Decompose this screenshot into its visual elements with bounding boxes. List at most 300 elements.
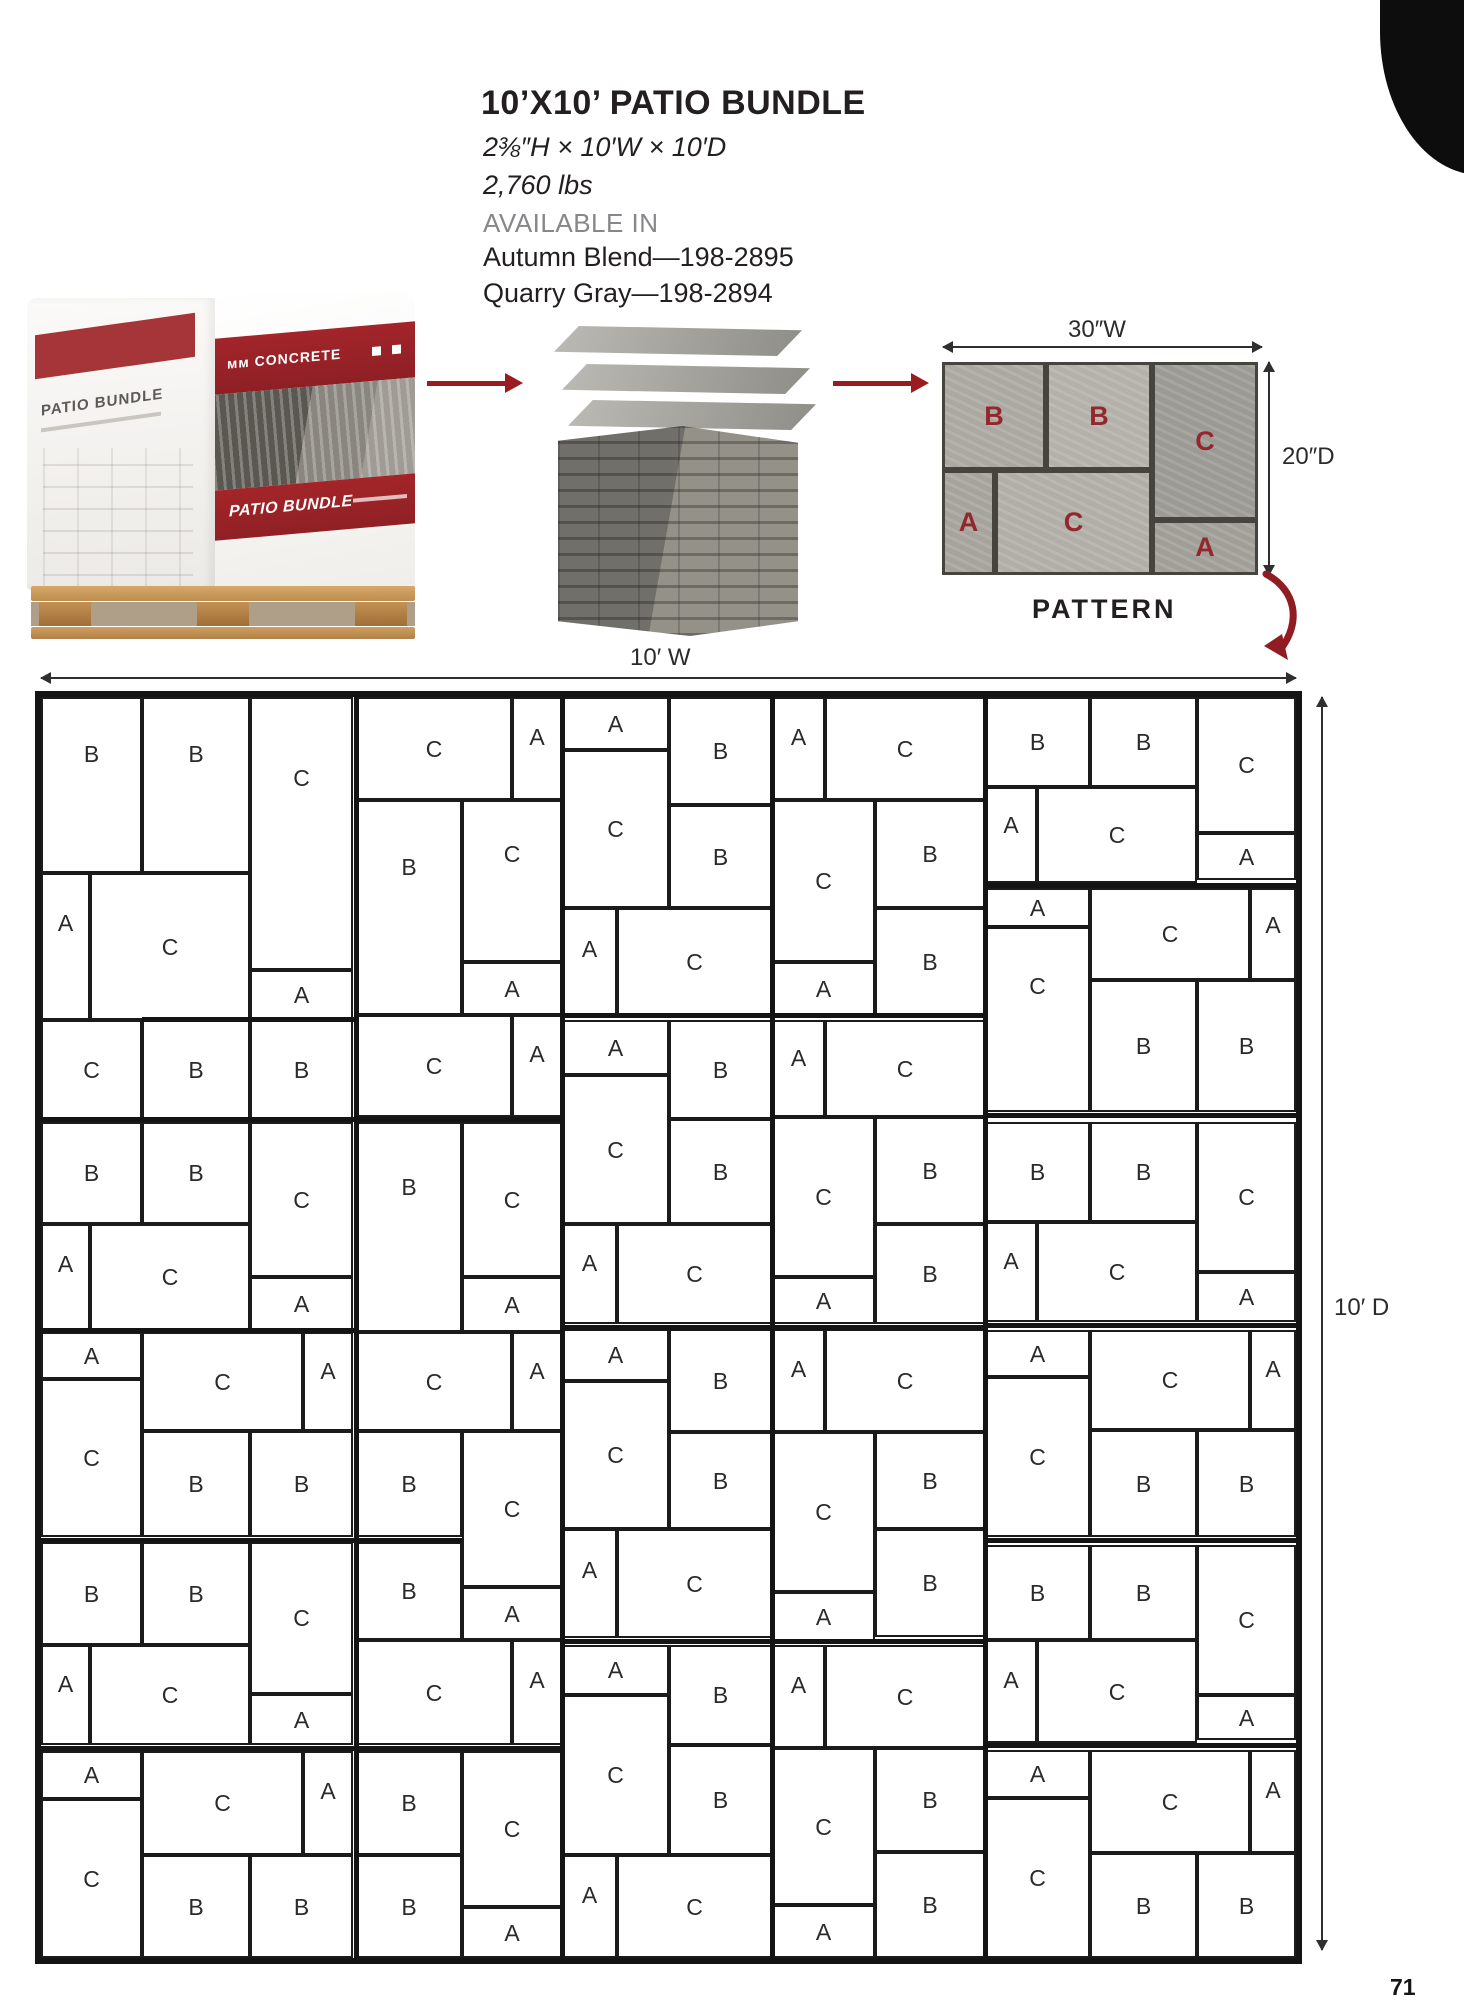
grid-cell bbox=[772, 1905, 875, 1958]
grid-cell-label: A bbox=[1029, 1341, 1046, 1367]
grid-cell bbox=[669, 1329, 772, 1432]
arrowhead-icon bbox=[40, 672, 51, 684]
grid-cell bbox=[669, 1119, 772, 1224]
grid-cell-label: C bbox=[293, 1187, 310, 1213]
grid-cell-label: C bbox=[1238, 1184, 1255, 1210]
grid-cell-label: B bbox=[712, 1468, 729, 1494]
grid-thick-divider bbox=[985, 1113, 1296, 1118]
grid-cell-label: C bbox=[425, 1369, 443, 1395]
grid-cell bbox=[772, 1748, 875, 1905]
grid-cell-label: C bbox=[815, 1184, 832, 1210]
grid-cell bbox=[562, 1695, 669, 1855]
grid-cell-label: C bbox=[425, 1680, 443, 1706]
grid-cell bbox=[462, 1431, 562, 1587]
grid-cell-label: A bbox=[1029, 895, 1046, 921]
grid-cell bbox=[512, 697, 562, 800]
grid-cell bbox=[985, 1750, 1090, 1798]
bundle-band-smallprint bbox=[353, 494, 407, 503]
grid-cell-label: B bbox=[712, 844, 729, 870]
grid-cell-label: A bbox=[293, 1707, 310, 1733]
color-option: Autumn Blend—198-2895 bbox=[483, 242, 794, 272]
pallet-block bbox=[355, 602, 407, 626]
grid-cell bbox=[772, 697, 825, 800]
grid-cell bbox=[1197, 1430, 1296, 1537]
grid-cell bbox=[825, 1020, 985, 1117]
grid-thick-divider bbox=[985, 1743, 1296, 1748]
grid-cell-label: B bbox=[401, 1894, 417, 1920]
grid-cell-label: A bbox=[607, 711, 624, 737]
grid-cell bbox=[142, 1855, 250, 1958]
grid-cell bbox=[250, 1694, 353, 1745]
grid-cell bbox=[985, 787, 1037, 883]
grid-cell-label: C bbox=[503, 1496, 521, 1522]
logo-square-icon bbox=[392, 344, 401, 354]
grid-cell-label: A bbox=[320, 1778, 336, 1804]
grid-cell-label: A bbox=[83, 1762, 100, 1788]
grid-cell bbox=[1197, 980, 1296, 1112]
grid-cell bbox=[562, 1075, 669, 1224]
grid-cell-label: B bbox=[1135, 729, 1152, 755]
curved-down-arrow-icon bbox=[1252, 568, 1316, 668]
grid-cell-label: A bbox=[1003, 1248, 1019, 1274]
grid-cell bbox=[772, 1645, 825, 1748]
grid-cell bbox=[41, 697, 142, 873]
grid-cell bbox=[303, 1332, 353, 1431]
grid-cell bbox=[356, 800, 462, 1015]
grid-cell bbox=[356, 1015, 512, 1117]
grid-cell-label: B bbox=[401, 1578, 417, 1604]
grid-cell bbox=[875, 1748, 985, 1852]
grid-cell bbox=[875, 908, 985, 1015]
grid-thick-divider bbox=[985, 1323, 1296, 1328]
grid-cell bbox=[1037, 1222, 1197, 1322]
grid-cell-label: C bbox=[83, 1445, 100, 1471]
grid-cell bbox=[356, 1332, 512, 1431]
grid-cell-label: A bbox=[581, 1250, 598, 1276]
grid-cell-label: C bbox=[815, 1499, 832, 1525]
grid-cell-label: A bbox=[293, 1291, 310, 1317]
grid-cell-label: B bbox=[1135, 1471, 1152, 1497]
grid-cell bbox=[356, 697, 512, 800]
grid-cell-label: C bbox=[1161, 1789, 1179, 1815]
grid-cell bbox=[90, 1224, 250, 1330]
bundle-side-sketch bbox=[43, 448, 193, 598]
grid-cell-label: B bbox=[712, 1057, 729, 1083]
grid-cell bbox=[1090, 888, 1250, 980]
grid-cell bbox=[985, 1798, 1090, 1958]
grid-cell bbox=[985, 1122, 1090, 1222]
grid-cell bbox=[512, 1015, 562, 1117]
grid-cell bbox=[250, 1431, 353, 1537]
grid-cell bbox=[772, 1432, 875, 1592]
grid-cell bbox=[462, 1122, 562, 1277]
grid-cell-label: A bbox=[504, 1292, 520, 1318]
grid-cell bbox=[985, 697, 1090, 787]
grid-cell-label: B bbox=[83, 1581, 100, 1607]
grid-cell-label: A bbox=[607, 1657, 624, 1683]
grid-thick-divider bbox=[562, 1325, 985, 1330]
grid-cell bbox=[90, 1645, 250, 1745]
grid-cell-label: B bbox=[1029, 729, 1046, 755]
grid-cell bbox=[1090, 980, 1197, 1112]
grid-cell-label: A bbox=[1238, 1705, 1255, 1731]
grid-cell-label: B bbox=[922, 1261, 938, 1287]
grid-cell-label: A bbox=[581, 936, 598, 962]
grid-cell bbox=[250, 1542, 353, 1694]
swatch-tile: B bbox=[1049, 365, 1149, 467]
grid-cell-label: A bbox=[815, 1604, 832, 1630]
grid-cell bbox=[142, 1431, 250, 1537]
paver-slab bbox=[562, 364, 810, 394]
grid-cell-label: B bbox=[188, 1894, 204, 1920]
grid-cell-label: B bbox=[1135, 1893, 1152, 1919]
grid-width-label: 10′ W bbox=[630, 644, 691, 671]
grid-cell-label: C bbox=[686, 1894, 703, 1920]
grid-cell bbox=[1250, 1750, 1296, 1853]
grid-cell-label: C bbox=[686, 1261, 703, 1287]
grid-thick-divider bbox=[985, 1538, 1296, 1543]
grid-cell bbox=[1037, 787, 1197, 883]
grid-cell bbox=[41, 1332, 142, 1379]
bundle-side-band bbox=[35, 313, 195, 379]
grid-cell bbox=[562, 1855, 617, 1958]
bundle-photo-strip bbox=[215, 377, 415, 490]
grid-cell bbox=[617, 1855, 772, 1958]
grid-cell-label: A bbox=[529, 1667, 545, 1693]
grid-cell-label: B bbox=[1029, 1159, 1046, 1185]
swatch-tile: C bbox=[1155, 365, 1255, 517]
grid-cell bbox=[875, 1117, 985, 1224]
grid-cell bbox=[1250, 1330, 1296, 1430]
swatch-depth-dimline bbox=[1268, 362, 1270, 575]
brand-logo: ᴍᴍ CONCRETE bbox=[227, 345, 342, 372]
grid-cell-label: B bbox=[401, 1174, 417, 1200]
pallet-bundle-photo bbox=[25, 268, 421, 643]
grid-cell-label: C bbox=[425, 1053, 443, 1079]
grid-cell-label: A bbox=[581, 1557, 598, 1583]
grid-cell-label: A bbox=[529, 724, 545, 750]
grid-cell-label: C bbox=[815, 868, 832, 894]
grid-cell-label: B bbox=[712, 1159, 729, 1185]
grid-cell bbox=[562, 697, 669, 750]
grid-cell-label: B bbox=[1135, 1159, 1152, 1185]
grid-cell-label: B bbox=[401, 854, 417, 880]
grid-cell-label: A bbox=[790, 1672, 807, 1698]
grid-cell-label: C bbox=[293, 1605, 310, 1631]
grid-cell-label: C bbox=[503, 841, 521, 867]
swatch-tile: A bbox=[1155, 523, 1255, 572]
patio-layout-grid bbox=[35, 691, 1302, 1964]
grid-cell bbox=[985, 1330, 1090, 1377]
grid-cell bbox=[356, 1640, 512, 1745]
grid-cell bbox=[142, 1332, 303, 1431]
grid-cell-label: C bbox=[214, 1790, 231, 1816]
grid-cell-label: C bbox=[1161, 1367, 1179, 1393]
grid-cell-label: B bbox=[293, 1057, 310, 1083]
grid-cell bbox=[250, 1122, 353, 1277]
grid-cell bbox=[772, 800, 875, 962]
swatch-depth-label: 20″D bbox=[1282, 443, 1335, 470]
grid-cell bbox=[41, 1542, 142, 1645]
grid-cell-label: A bbox=[504, 976, 520, 1002]
bundle-name-text: PATIO BUNDLE bbox=[229, 492, 353, 521]
grid-cell bbox=[985, 1545, 1090, 1640]
grid-cell bbox=[41, 1122, 142, 1224]
swatch-tile: B bbox=[945, 365, 1043, 467]
grid-cell bbox=[562, 1224, 617, 1324]
grid-cell-label: B bbox=[922, 1787, 938, 1813]
grid-cell bbox=[356, 1751, 462, 1855]
pattern-swatch bbox=[942, 362, 1258, 575]
grid-cell-label: B bbox=[922, 1570, 938, 1596]
grid-cell bbox=[142, 1122, 250, 1224]
wood-pallet bbox=[31, 586, 415, 642]
grid-cell-label: A bbox=[57, 1671, 74, 1697]
grid-cell bbox=[669, 805, 772, 908]
grid-thick-divider bbox=[985, 883, 1296, 888]
grid-cell bbox=[562, 750, 669, 908]
grid-cell-label: C bbox=[896, 736, 914, 762]
grid-cell bbox=[250, 1855, 353, 1958]
grid-cell bbox=[985, 1377, 1090, 1537]
grid-cell-label: A bbox=[504, 1601, 520, 1627]
grid-cell bbox=[1197, 1695, 1296, 1740]
grid-cell-label: B bbox=[188, 1581, 204, 1607]
grid-cell-label: C bbox=[1029, 1865, 1046, 1891]
grid-cell bbox=[825, 1329, 985, 1432]
grid-cell bbox=[1197, 833, 1296, 880]
grid-cell-label: B bbox=[1029, 1580, 1046, 1606]
grid-cell-label: C bbox=[161, 1264, 179, 1290]
grid-cell bbox=[875, 1529, 985, 1637]
grid-cell bbox=[90, 873, 250, 1020]
grid-cell bbox=[356, 1431, 462, 1537]
grid-cell bbox=[1197, 1272, 1296, 1322]
grid-cell-label: A bbox=[1265, 1777, 1281, 1803]
grid-cell-label: C bbox=[1238, 752, 1255, 778]
grid-cell bbox=[1090, 1330, 1250, 1430]
grid-cell bbox=[1090, 1545, 1197, 1640]
grid-cell-label: C bbox=[607, 816, 624, 842]
grid-cell-label: B bbox=[1238, 1893, 1255, 1919]
grid-cell bbox=[462, 962, 562, 1015]
bundle-wrap-front bbox=[215, 292, 415, 592]
grid-cell bbox=[1037, 1640, 1197, 1743]
grid-cell-label: A bbox=[607, 1342, 624, 1368]
pallet-block bbox=[197, 602, 249, 626]
grid-cell bbox=[142, 1751, 303, 1855]
grid-cell-label: B bbox=[401, 1790, 417, 1816]
grid-cell bbox=[875, 800, 985, 908]
grid-cell-label: B bbox=[1135, 1580, 1152, 1606]
grid-cell bbox=[985, 927, 1090, 1112]
grid-cell bbox=[875, 1852, 985, 1958]
grid-thick-divider bbox=[142, 1017, 356, 1022]
page-number: 71 bbox=[1390, 1974, 1416, 2000]
grid-cell-label: C bbox=[1161, 921, 1179, 947]
grid-cell-label: A bbox=[1238, 844, 1255, 870]
grid-cell bbox=[617, 1529, 772, 1638]
grid-cell bbox=[825, 697, 985, 800]
grid-cell bbox=[669, 1020, 772, 1119]
grid-cell-label: A bbox=[790, 1356, 807, 1382]
grid-cell-label: B bbox=[712, 1787, 729, 1813]
grid-cell-label: B bbox=[83, 741, 100, 767]
grid-cell-label: C bbox=[896, 1368, 914, 1394]
grid-cell bbox=[512, 1640, 562, 1745]
arrowhead-icon bbox=[1263, 361, 1275, 372]
grid-cell bbox=[41, 873, 90, 1020]
grid-cell bbox=[617, 1224, 772, 1324]
pallet-runner bbox=[31, 627, 415, 639]
arrowhead-icon bbox=[1286, 672, 1297, 684]
grid-cell-label: A bbox=[1238, 1284, 1255, 1310]
grid-cell-label: A bbox=[320, 1358, 336, 1384]
grid-cell-label: C bbox=[425, 736, 443, 762]
grid-thick-divider bbox=[562, 1013, 985, 1018]
grid-cell bbox=[562, 1381, 669, 1529]
product-title: 10’X10’ PATIO BUNDLE bbox=[481, 84, 866, 122]
grid-depth-dimline bbox=[1321, 697, 1323, 1950]
grid-cell bbox=[562, 1329, 669, 1381]
grid-cell-label: B bbox=[83, 1160, 100, 1186]
grid-cell-label: A bbox=[293, 982, 310, 1008]
grid-cell bbox=[356, 1122, 462, 1332]
grid-cell-label: B bbox=[1135, 1033, 1152, 1059]
grid-cell-label: C bbox=[293, 765, 310, 791]
grid-depth-label: 10′ D bbox=[1334, 1294, 1390, 1321]
grid-cell bbox=[875, 1224, 985, 1324]
grid-cell-label: C bbox=[1108, 1259, 1126, 1285]
grid-cell bbox=[772, 1329, 825, 1432]
grid-cell bbox=[250, 697, 353, 970]
grid-cell-label: C bbox=[607, 1762, 624, 1788]
grid-cell-label: C bbox=[1029, 1444, 1046, 1470]
grid-cell bbox=[512, 1332, 562, 1431]
grid-cell bbox=[41, 1224, 90, 1330]
grid-cell bbox=[250, 1020, 353, 1119]
flow-arrow-icon bbox=[833, 381, 913, 386]
arrowhead-icon bbox=[911, 373, 929, 393]
swatch-width-label: 30″W bbox=[1068, 316, 1126, 343]
grid-cell bbox=[669, 1645, 772, 1745]
arrowhead-icon bbox=[505, 373, 523, 393]
grid-cell bbox=[250, 1277, 353, 1330]
grid-cell-label: A bbox=[1265, 912, 1281, 938]
grid-cell bbox=[1090, 1430, 1197, 1537]
grid-cell-label: C bbox=[83, 1057, 100, 1083]
arrowhead-icon bbox=[1316, 1940, 1328, 1951]
grid-cell-label: B bbox=[712, 738, 729, 764]
grid-cell-label: A bbox=[790, 1045, 807, 1071]
grid-cell-label: B bbox=[188, 741, 204, 767]
grid-cell bbox=[462, 1907, 562, 1958]
grid-cell-label: A bbox=[504, 1920, 520, 1946]
product-dimensions: 2⅜″H × 10′W × 10′D bbox=[483, 132, 727, 162]
grid-thick-divider bbox=[41, 1746, 562, 1751]
grid-cell-label: C bbox=[83, 1866, 100, 1892]
grid-cell-label: C bbox=[1238, 1607, 1255, 1633]
grid-cell-label: A bbox=[815, 1919, 832, 1945]
grid-cell bbox=[1197, 1122, 1296, 1272]
grid-cell bbox=[1197, 697, 1296, 833]
grid-cell-label: C bbox=[161, 934, 179, 960]
grid-cell-label: C bbox=[503, 1816, 521, 1842]
grid-cell bbox=[142, 1020, 250, 1119]
paver-slab bbox=[554, 326, 802, 356]
grid-cell bbox=[825, 1645, 985, 1748]
paver-stack-photo bbox=[540, 326, 820, 638]
grid-cell bbox=[250, 970, 353, 1020]
grid-cell-label: B bbox=[922, 1158, 938, 1184]
grid-cell bbox=[303, 1751, 353, 1855]
grid-cell-label: B bbox=[922, 841, 938, 867]
grid-cell bbox=[462, 1277, 562, 1332]
page-corner-mark bbox=[1380, 0, 1464, 175]
product-weight: 2,760 lbs bbox=[483, 170, 593, 200]
arrowhead-icon bbox=[1252, 341, 1263, 353]
pattern-caption: PATTERN bbox=[1032, 594, 1177, 624]
grid-thick-divider bbox=[41, 1117, 562, 1122]
grid-cell-label: C bbox=[815, 1814, 832, 1840]
bundle-side-text: PATIO BUNDLE bbox=[41, 385, 164, 420]
grid-cell bbox=[356, 1855, 462, 1958]
pallet-deck bbox=[31, 586, 415, 601]
grid-cell bbox=[1197, 1853, 1296, 1958]
pallet-block bbox=[39, 602, 91, 626]
paver-slab bbox=[568, 400, 816, 430]
color-option: Quarry Gray—198-2894 bbox=[483, 278, 773, 308]
grid-cell-label: A bbox=[790, 724, 807, 750]
grid-cell-label: B bbox=[293, 1471, 310, 1497]
grid-cell-label: A bbox=[83, 1343, 100, 1369]
grid-cell-label: C bbox=[896, 1684, 914, 1710]
grid-cell bbox=[669, 1745, 772, 1855]
grid-cell-label: B bbox=[712, 1682, 729, 1708]
grid-width-dimline bbox=[41, 677, 1296, 679]
grid-cell bbox=[41, 1020, 142, 1119]
grid-cell bbox=[669, 697, 772, 805]
grid-cell bbox=[1090, 1853, 1197, 1958]
arrowhead-icon bbox=[1316, 696, 1328, 707]
grid-cell bbox=[41, 1751, 142, 1799]
grid-cell bbox=[772, 962, 875, 1015]
grid-cell-label: C bbox=[1108, 1679, 1126, 1705]
bundle-wrap-side bbox=[27, 298, 215, 590]
grid-cell-label: B bbox=[1238, 1033, 1255, 1059]
grid-cell-label: A bbox=[581, 1882, 598, 1908]
swatch-tile: A bbox=[945, 473, 992, 572]
grid-cell-label: A bbox=[1029, 1761, 1046, 1787]
grid-cell bbox=[462, 1587, 562, 1640]
logo-square-icon bbox=[372, 346, 381, 356]
grid-cell bbox=[562, 908, 617, 1015]
grid-cell-label: A bbox=[607, 1035, 624, 1061]
grid-cell bbox=[772, 1020, 825, 1117]
grid-cell-label: B bbox=[188, 1160, 204, 1186]
grid-cell bbox=[41, 1379, 142, 1537]
grid-cell bbox=[1090, 697, 1197, 787]
grid-cell bbox=[462, 1751, 562, 1907]
swatch-tile: C bbox=[998, 473, 1149, 572]
grid-cell-label: B bbox=[922, 1892, 938, 1918]
grid-cell-label: A bbox=[57, 910, 74, 936]
paver-stack-body bbox=[558, 426, 798, 636]
grid-cell bbox=[562, 1020, 669, 1075]
grid-cell-label: B bbox=[401, 1471, 417, 1497]
grid-cell-label: A bbox=[815, 1288, 832, 1314]
grid-cell-label: B bbox=[922, 949, 938, 975]
